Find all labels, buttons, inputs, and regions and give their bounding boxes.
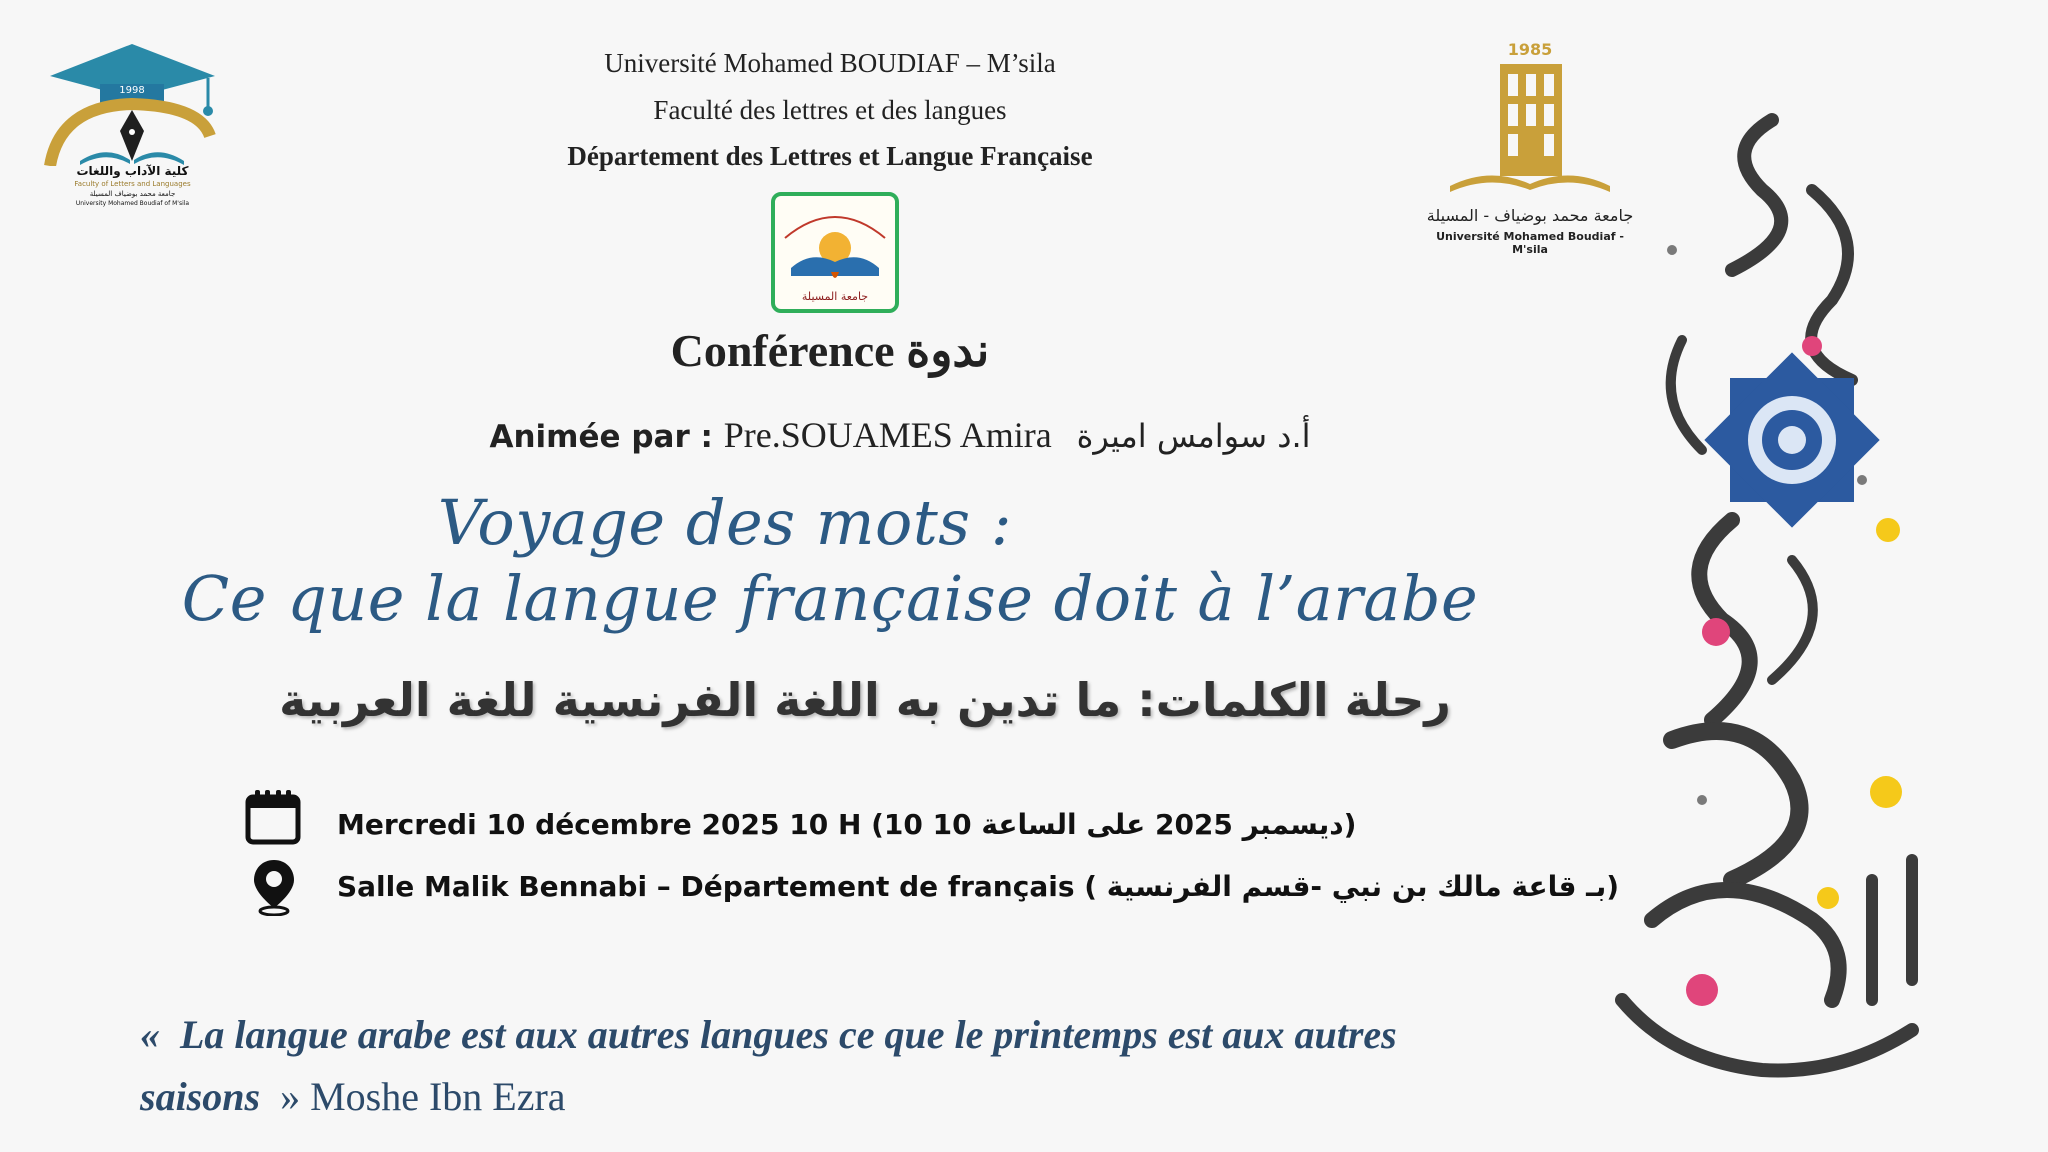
event-place-french: Salle Malik Bennabi – Département de français (337, 870, 1075, 903)
quote-text-line1: La langue arabe est aux autres langues ce que le printemps est aux autres (180, 1012, 1397, 1057)
department-name: Département des Lettres et Langue Française (567, 141, 1093, 171)
event-place-arabic: ( بـ قاعة مالك بن نبي -قسم الفرنسية) (1084, 870, 1620, 903)
faculty-logo-year: 1998 (119, 85, 145, 96)
speaker-name: Pre.SOUAMES Amira (723, 415, 1052, 455)
speaker-line (400, 414, 1400, 456)
faculty-logo-english-name: Faculty of Letters and Languages (74, 180, 191, 188)
university-logo-french-name: Université Mohamed Boudiaf - M'sila (1436, 230, 1624, 256)
event-type-label: Conférence ندوة (670, 325, 990, 376)
quote-close-mark: » (280, 1074, 301, 1119)
event-title-line2: Ce que la langue française doit à l’arabe (181, 562, 1479, 635)
location-pin-icon (250, 858, 298, 916)
university-logo-year: 1985 (1507, 40, 1553, 59)
event-date-french: Mercredi 10 décembre 2025 10 H (337, 808, 862, 841)
graduation-cap-pen-icon (40, 36, 225, 166)
university-name: Université Mohamed BOUDIAF – M’sila (604, 48, 1056, 78)
speaker-name-arabic: أ.د سوامس اميرة (1076, 417, 1311, 455)
event-title-arabic: رحلة الكلمات: ما تدين به اللغة الفرنسية للغة العربية (279, 673, 1451, 727)
university-logo-arabic-name: جامعة محمد بوضياف - المسيلة (1426, 206, 1634, 225)
university-tower-icon (1420, 58, 1640, 208)
calendar-icon (244, 788, 302, 846)
event-title-line1: Voyage des mots : (437, 486, 1013, 559)
quote (140, 1004, 1560, 1128)
quote-author: Moshe Ibn Ezra (310, 1074, 566, 1119)
lab-logo-text: جامعة المسيلة (801, 290, 869, 303)
faculty-logo-english-university: University Mohamed Boudiaf of M'sila (75, 200, 190, 207)
animated-by-label: Animée par : (489, 419, 713, 455)
research-lab-logo (771, 192, 899, 313)
faculty-name: Faculté des lettres et des langues (653, 95, 1007, 125)
calligraphy-decoration (1612, 100, 1952, 1100)
quote-text-line2: saisons (140, 1074, 261, 1119)
event-date-arabic: (10 ديسمبر 2025 على الساعة 10) (871, 808, 1357, 841)
faculty-logo-arabic-university: جامعة محمد بوضياف المسيلة (89, 190, 176, 198)
faculty-logo (40, 36, 225, 216)
faculty-logo-arabic-name: كلية الآداب واللغات (76, 164, 189, 178)
university-logo (1420, 40, 1640, 256)
event-date (337, 808, 1356, 841)
event-place (337, 870, 1619, 903)
quote-open-mark: « (140, 1012, 160, 1057)
